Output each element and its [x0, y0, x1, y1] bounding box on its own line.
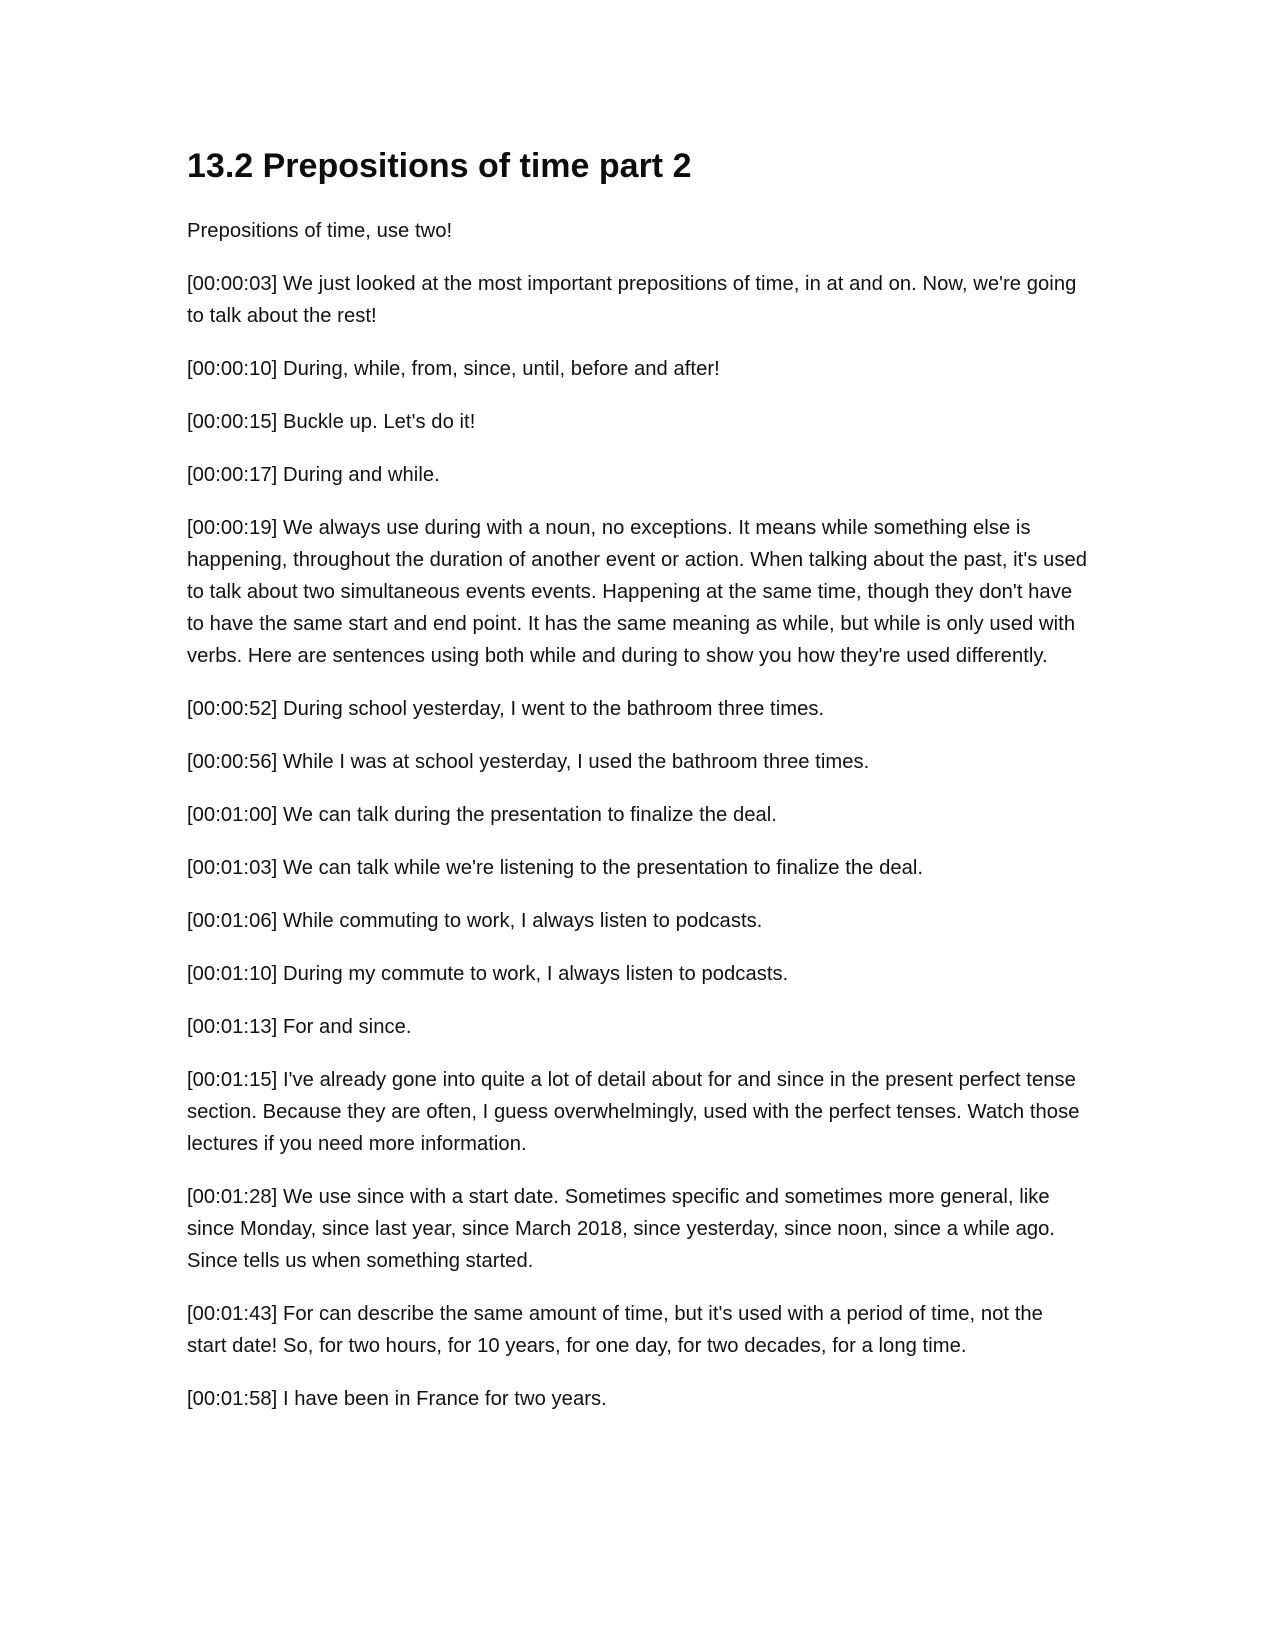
- paragraph: [00:00:17] During and while.: [187, 464, 440, 486]
- paragraph: [00:01:00] We can talk during the presentation to finalize the deal.: [187, 804, 777, 826]
- paragraph: [00:01:13] For and since.: [187, 1016, 412, 1038]
- paragraph: Prepositions of time, use two!: [187, 220, 453, 242]
- page-title: 13.2 Prepositions of time part 2: [187, 147, 692, 185]
- paragraph: [00:00:56] While I was at school yesterday, I used the bathroom three times.: [187, 751, 870, 773]
- paragraph: [00:01:06] While commuting to work, I always listen to podcasts.: [187, 910, 763, 932]
- paragraph: [00:00:52] During school yesterday, I went to the bathroom three times.: [187, 698, 825, 720]
- paragraph: [00:00:10] During, while, from, since, until, before and after!: [187, 358, 720, 380]
- paragraph: [00:01:03] We can talk while we're listening to the presentation to finalize the deal.: [187, 857, 924, 879]
- paragraph: [00:01:15] I've already gone into quite a lot of detail about for and since in the present perfect tense section. Because they are often, I guess overwhelmingly, used with the perfect tenses. Watch those lectures if you need more information.: [187, 1069, 1080, 1155]
- paragraph: [00:01:58] I have been in France for two years.: [187, 1388, 607, 1410]
- document-page: [187, 146, 1087, 1436]
- paragraph: [00:01:28] We use since with a start date. Sometimes specific and sometimes more general, like since Monday, since last year, since March 2018, since yesterday, since noon, since a while ago. Since tells us when something started.: [187, 1186, 1056, 1272]
- paragraph: [00:01:10] During my commute to work, I always listen to podcasts.: [187, 963, 789, 985]
- paragraph: [00:00:19] We always use during with a noun, no exceptions. It means while something else is happening, throughout the duration of another event or action. When talking about the past, it's used to talk about two simultaneous events events. Happening at the same time, though they don't have to have the same start and end point. It has the same meaning as while, but while is only used with verbs. Here are sentences using both while and during to show you how they're used differently.: [187, 517, 1088, 667]
- paragraph: [00:00:03] We just looked at the most important prepositions of time, in at and on. Now, we're going to talk about the rest!: [187, 273, 1077, 327]
- paragraph: [00:00:15] Buckle up. Let's do it!: [187, 411, 476, 433]
- paragraph: [00:01:43] For can describe the same amount of time, but it's used with a period of time, not the start date! So, for two hours, for 10 years, for one day, for two decades, for a long time.: [187, 1303, 1043, 1357]
